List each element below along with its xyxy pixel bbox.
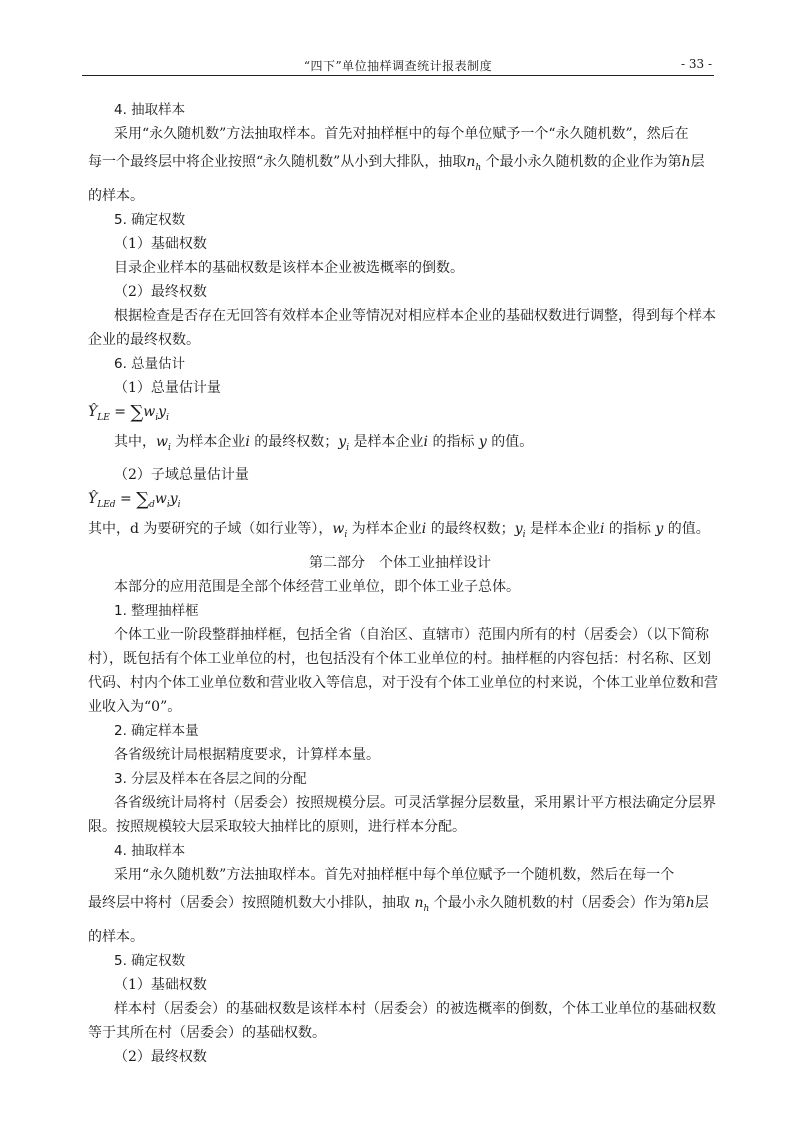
paragraph-line: 个体工业一阶段整群抽样框，包括全省（自治区、直辖市）范围内所有的村（居委会）（以下简称 xyxy=(114,626,709,643)
paragraph-line: 村），既包括有个体工业单位的村，也包括没有个体工业单位的村。抽样框的内容包括：村名称、区划 xyxy=(88,650,711,667)
paragraph-line: 各省级统计局将村（居委会）按照规模分层。可灵活掌握分层数量，采用累计平方根法确定分层界 xyxy=(114,794,716,811)
paragraph-line: 各省级统计局根据精度要求，计算样本量。 xyxy=(114,746,380,763)
subsection-heading: （1）基础权数 xyxy=(114,235,207,252)
section-heading: 4. 抽取样本 xyxy=(114,102,186,118)
paragraph-line: 的样本。 xyxy=(88,928,144,945)
paragraph-line: 根据检查是否存在无回答有效样本企业等情况对相应样本企业的基础权数进行调整，得到每个样本 xyxy=(114,307,716,324)
subsection-heading: （2）最终权数 xyxy=(114,1048,207,1065)
paragraph-line: 样本村（居委会）的基础权数是该样本村（居委会）的被选概率的倒数，个体工业单位的基础权数 xyxy=(114,1000,716,1017)
page-number: - 33 - xyxy=(680,57,712,71)
subsection-heading: （1）总量估计量 xyxy=(114,379,221,396)
part-title: 第二部分 个体工业抽样设计 xyxy=(309,554,491,571)
paragraph-line: 业收入为“0”。 xyxy=(88,698,182,715)
paragraph-line: 企业的最终权数。 xyxy=(88,331,200,348)
paragraph-line: 最终层中将村（居委会）按照随机数大小排队，抽取 $n_h$ 个最小永久随机数的村（居委会）作为第h层 xyxy=(88,894,709,914)
subsection-heading: （2）最终权数 xyxy=(114,283,207,300)
subsection-heading: （1）基础权数 xyxy=(114,976,207,993)
page-header xyxy=(82,57,714,75)
paragraph-line: 代码、村内个体工业单位数和营业收入等信息，对于没有个体工业单位的村来说，个体工业单位数和营 xyxy=(88,674,718,691)
section-heading: 5. 确定权数 xyxy=(114,211,186,228)
paragraph-line: 采用“永久随机数”方法抽取样本。首先对抽样框中的每个单位赋予一个“永久随机数”，然后在 xyxy=(114,126,689,142)
section-heading: 2. 确定样本量 xyxy=(114,722,199,739)
header-rule xyxy=(82,75,714,76)
header-title: “四下”单位抽样调查统计报表制度 xyxy=(303,59,493,73)
section-heading: 6. 总量估计 xyxy=(114,355,186,372)
paragraph-line: 本部分的应用范围是全部个体经营工业单位，即个体工业子总体。 xyxy=(114,578,520,595)
formula-total-estimator: $Ŷ_{LE} = \sum w_iy_i$ xyxy=(88,401,169,423)
paragraph-line: 目录企业样本的基础权数是该样本企业被选概率的倒数。 xyxy=(114,259,464,276)
document-body xyxy=(88,98,718,1069)
paragraph-line: 的样本。 xyxy=(88,187,144,204)
paragraph-line: 采用“永久随机数”方法抽取样本。首先对抽样框中每个单位赋予一个随机数，然后在每一个 xyxy=(114,866,675,883)
paragraph-line: 每一个最终层中将企业按照“永久随机数”从小到大排队，抽取$n_h$ 个最小永久随机数的企业作为第h层 xyxy=(88,154,705,173)
section-heading: 3. 分层及样本在各层之间的分配 xyxy=(114,770,307,787)
formula-explanation: 其中，$w_i$ 为样本企业i 的最终权数；$y_i$ 是样本企业i 的指标 y 的值。 xyxy=(114,433,534,453)
section-heading: 4. 抽取样本 xyxy=(114,842,186,859)
formula-explanation: 其中，d 为要研究的子域（如行业等），$w_i$ 为样本企业i 的最终权数；$y_i$ 是样本企业i 的指标 y 的值。 xyxy=(88,521,710,540)
subsection-heading: （2）子域总量估计量 xyxy=(114,467,249,484)
section-heading: 1. 整理抽样框 xyxy=(114,602,199,619)
paragraph-line: 等于其所在村（居委会）的基础权数。 xyxy=(88,1024,326,1041)
section-heading: 5. 确定权数 xyxy=(114,952,186,969)
paragraph-line: 限。按照规模较大层采取较大抽样比的原则，进行样本分配。 xyxy=(88,818,466,835)
formula-domain-estimator: $Ŷ_{LEd} = \sum_dw_iy_i$ xyxy=(88,489,181,511)
